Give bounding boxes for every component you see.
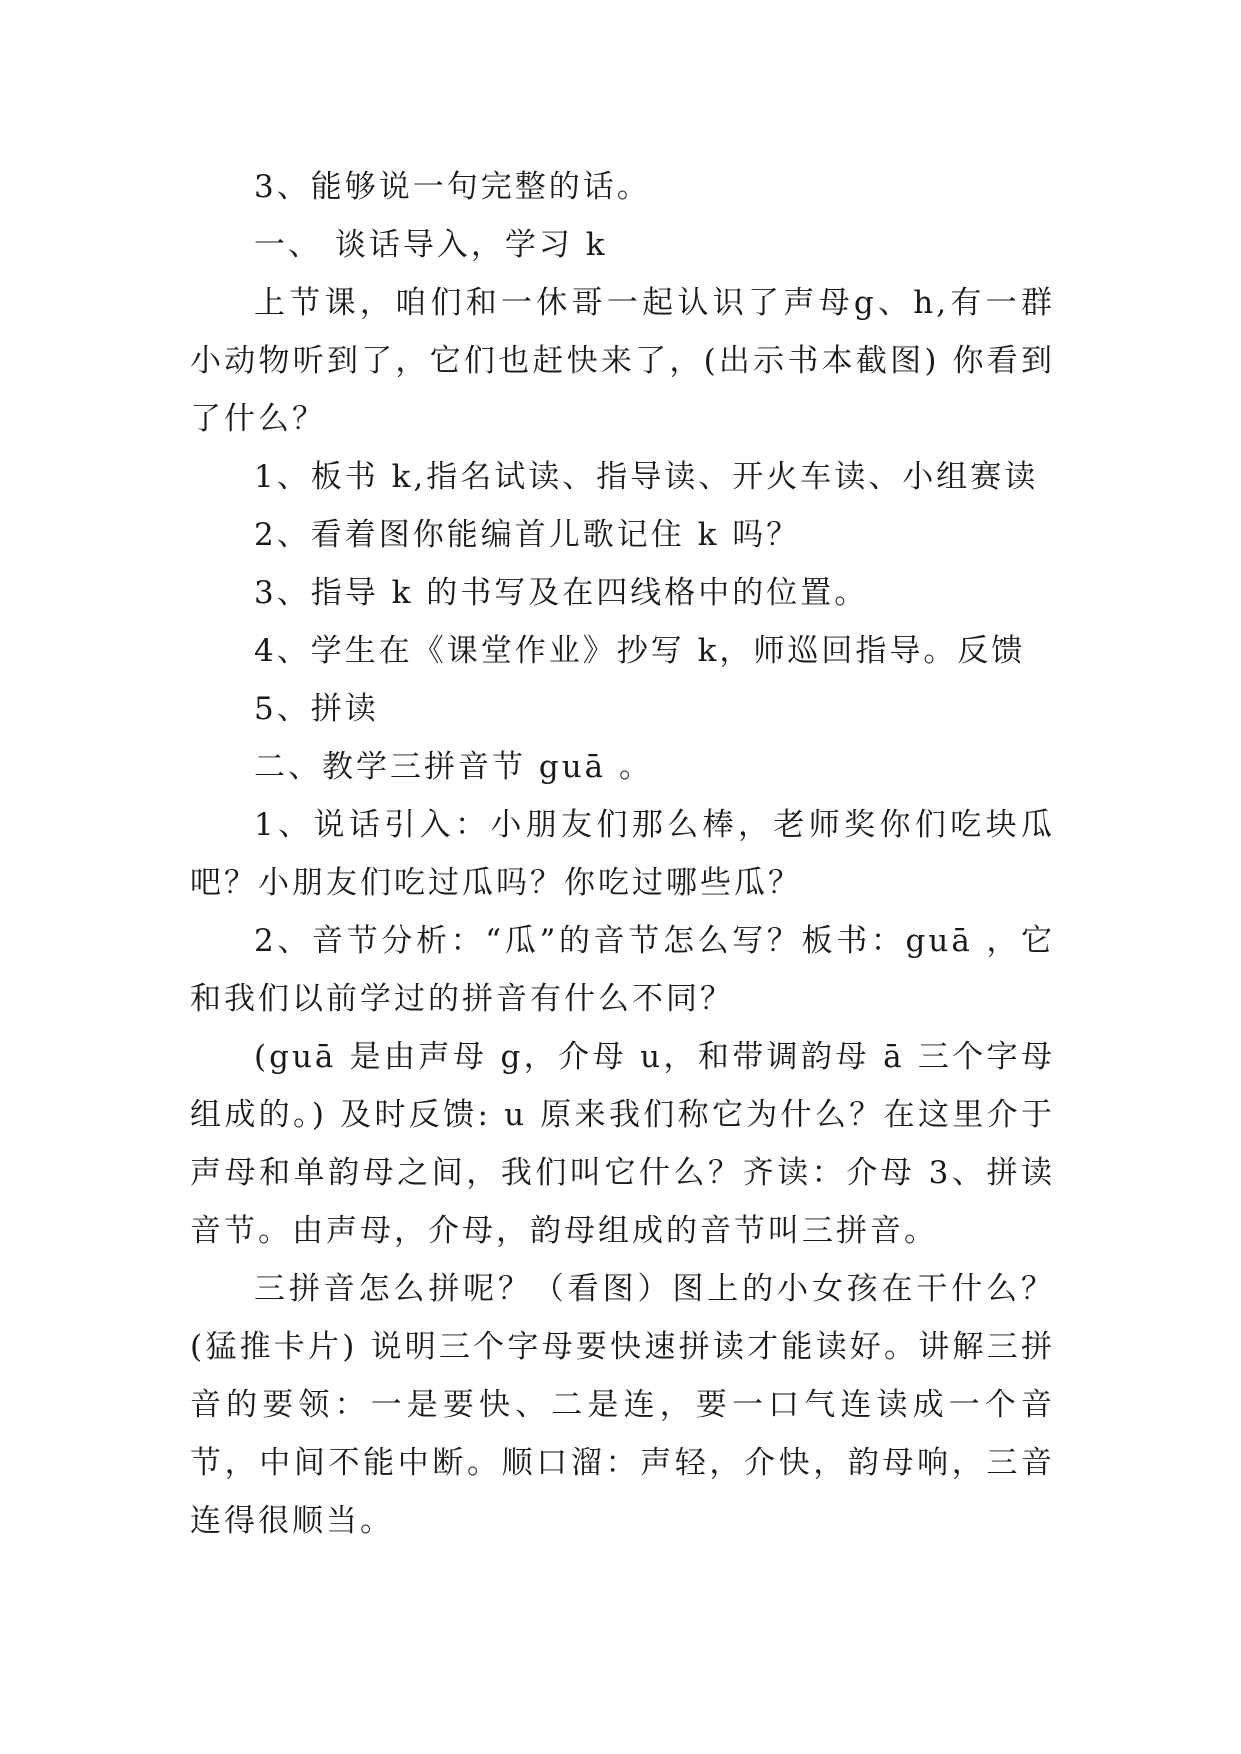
paragraph-syllable-analysis: 2、音节分析：“瓜”的音节怎么写？板书：guā ，它和我们以前学过的拼音有什么不同？ [190,923,1055,1017]
paragraph-syllable-composition: (guā 是由声母 g，介母 u，和带调韵母 ā 三个字母组成的。) 及时反馈: u 原来我们称它为什么？在这里介于声母和单韵母之间，我们叫它什么？齐读：介母 3、拼读音节。由声母，介母，韵母组成的音节叫三拼音。 [190,1039,1055,1249]
section-heading-2: 二、教学三拼音节 guā 。 [254,749,653,785]
paragraph-intro: 上节课，咱们和一休哥一起认识了声母g、h,有一群小动物听到了，它们也赶快来了，(出示书本截图) 你看到了什么？ [190,285,1055,437]
paragraph-step-5: 5、拼读 [254,691,379,727]
document-page [190,158,1055,1550]
section-heading-1: 一、 谈话导入，学习 k [254,227,608,263]
paragraph-three-part-spelling: 三拼音怎么拼呢？（看图）图上的小女孩在干什么？(猛推卡片) 说明三个字母要快速拼读才能读好。讲解三拼音的要领：一是要快、二是连，要一口气连读成一个音节，中间不能中断。顺口溜：声轻，介快，韵母响，三音连得很顺当。 [190,1271,1055,1539]
paragraph-lead-in: 1、说话引入：小朋友们那么棒，老师奖你们吃块瓜吧？小朋友们吃过瓜吗？你吃过哪些瓜？ [190,807,1055,901]
paragraph-step-1: 1、板书 k,指名试读、指导读、开火车读、小组赛读 [254,459,1039,495]
paragraph-step-3: 3、指导 k 的书写及在四线格中的位置。 [254,575,869,611]
paragraph-step-2: 2、看着图你能编首儿歌记住 k 吗？ [254,517,801,553]
paragraph-step-4: 4、学生在《课堂作业》抄写 k，师巡回指导。反馈 [254,633,1026,669]
paragraph-goal-3: 3、能够说一句完整的话。 [254,169,651,205]
